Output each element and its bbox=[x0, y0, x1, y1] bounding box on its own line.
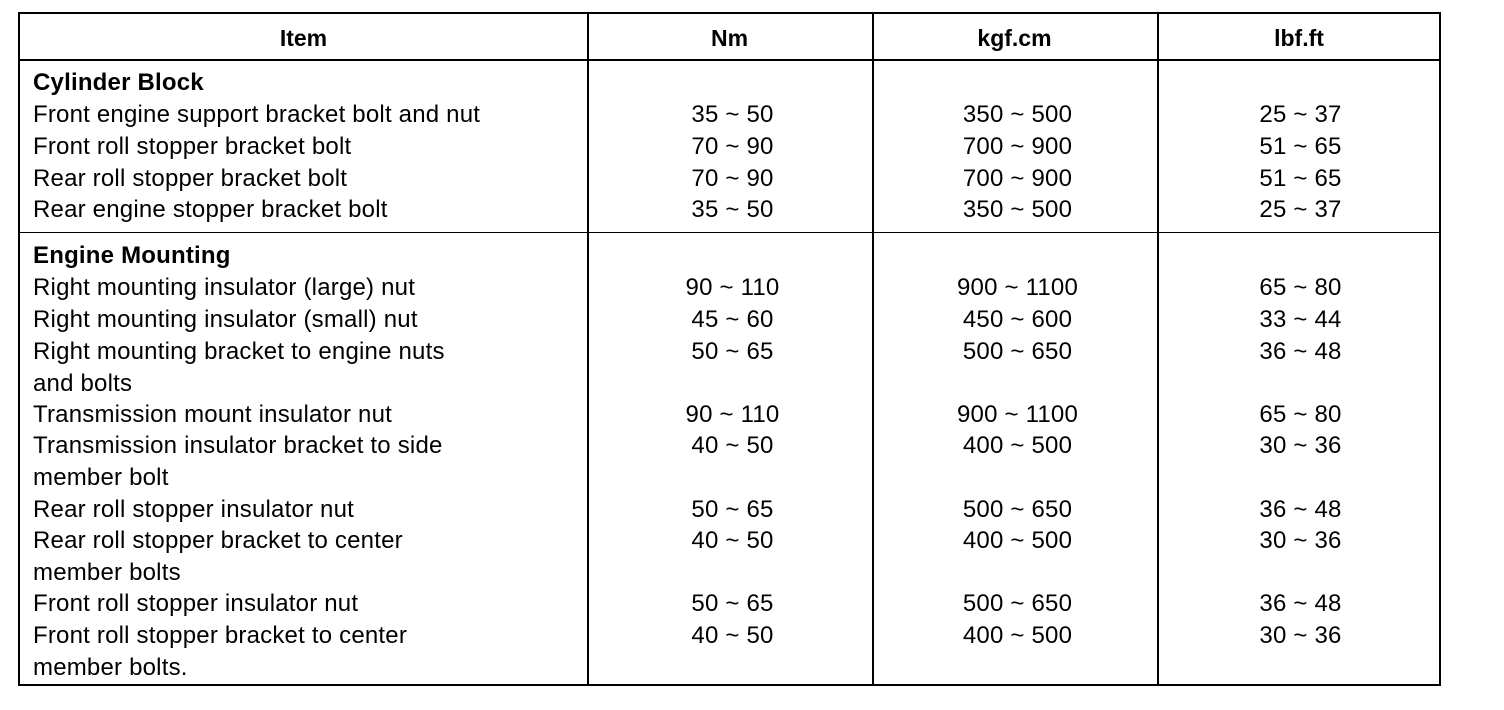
nm-cell: 35 ~ 50 bbox=[691, 101, 774, 128]
item-cell: Rear roll stopper insulator nut bbox=[33, 496, 355, 523]
nm-cell: 40 ~ 50 bbox=[691, 432, 774, 459]
torque-spec-table bbox=[18, 12, 1441, 686]
column-divider bbox=[587, 14, 589, 684]
item-cell: Right mounting insulator (large) nut bbox=[33, 274, 416, 301]
kgf-cm-cell: 700 ~ 900 bbox=[962, 165, 1073, 192]
kgf-cm-cell: 350 ~ 500 bbox=[962, 196, 1073, 223]
lbf-ft-cell: 30 ~ 36 bbox=[1259, 527, 1342, 554]
lbf-ft-cell: 33 ~ 44 bbox=[1259, 306, 1342, 333]
nm-cell: 90 ~ 110 bbox=[685, 274, 780, 301]
kgf-cm-cell: 400 ~ 500 bbox=[962, 432, 1073, 459]
nm-cell: 40 ~ 50 bbox=[691, 527, 774, 554]
item-cell: Front roll stopper bracket bolt bbox=[33, 133, 352, 160]
kgf-cm-cell: 350 ~ 500 bbox=[962, 101, 1073, 128]
nm-cell: 45 ~ 60 bbox=[691, 306, 774, 333]
nm-cell: 90 ~ 110 bbox=[685, 401, 780, 428]
item-cell: Transmission mount insulator nut bbox=[33, 401, 392, 428]
kgf-cm-cell: 500 ~ 650 bbox=[962, 590, 1073, 617]
kgf-cm-cell: 500 ~ 650 bbox=[962, 496, 1073, 523]
kgf-cm-cell: 400 ~ 500 bbox=[962, 622, 1073, 649]
header-kgf-cm: kgf.cm bbox=[977, 25, 1052, 51]
lbf-ft-cell: 30 ~ 36 bbox=[1259, 622, 1342, 649]
lbf-ft-cell: 36 ~ 48 bbox=[1259, 590, 1342, 617]
lbf-ft-cell: 51 ~ 65 bbox=[1259, 133, 1342, 160]
lbf-ft-cell: 36 ~ 48 bbox=[1259, 338, 1342, 365]
section-title: Cylinder Block bbox=[33, 69, 204, 96]
header-lbf-ft: lbf.ft bbox=[1274, 25, 1324, 51]
lbf-ft-cell: 65 ~ 80 bbox=[1259, 274, 1342, 301]
item-cell: Right mounting bracket to engine nuts and bolts bbox=[33, 338, 445, 397]
header-item: Item bbox=[279, 25, 328, 51]
item-cell: Rear roll stopper bracket to center member bolts bbox=[33, 527, 403, 586]
header-nm: Nm bbox=[710, 25, 749, 51]
nm-cell: 40 ~ 50 bbox=[691, 622, 774, 649]
nm-cell: 70 ~ 90 bbox=[691, 133, 774, 160]
kgf-cm-cell: 900 ~ 1100 bbox=[956, 401, 1078, 428]
item-cell: Rear roll stopper bracket bolt bbox=[33, 165, 348, 192]
nm-cell: 50 ~ 65 bbox=[691, 338, 774, 365]
kgf-cm-cell: 700 ~ 900 bbox=[962, 133, 1073, 160]
item-cell: Transmission insulator bracket to side member bolt bbox=[33, 432, 443, 491]
nm-cell: 50 ~ 65 bbox=[691, 590, 774, 617]
item-cell: Right mounting insulator (small) nut bbox=[33, 306, 418, 333]
item-cell: Front engine support bracket bolt and nut bbox=[33, 101, 481, 128]
kgf-cm-cell: 450 ~ 600 bbox=[962, 306, 1073, 333]
item-cell: Rear engine stopper bracket bolt bbox=[33, 196, 388, 223]
section-title: Engine Mounting bbox=[33, 242, 231, 269]
nm-cell: 70 ~ 90 bbox=[691, 165, 774, 192]
header-divider bbox=[20, 59, 1439, 61]
nm-cell: 35 ~ 50 bbox=[691, 196, 774, 223]
kgf-cm-cell: 900 ~ 1100 bbox=[956, 274, 1078, 301]
item-cell: Front roll stopper bracket to center member bolts. bbox=[33, 622, 408, 681]
section-divider bbox=[20, 232, 1439, 233]
lbf-ft-cell: 36 ~ 48 bbox=[1259, 496, 1342, 523]
lbf-ft-cell: 25 ~ 37 bbox=[1259, 196, 1342, 223]
lbf-ft-cell: 51 ~ 65 bbox=[1259, 165, 1342, 192]
lbf-ft-cell: 25 ~ 37 bbox=[1259, 101, 1342, 128]
nm-cell: 50 ~ 65 bbox=[691, 496, 774, 523]
lbf-ft-cell: 30 ~ 36 bbox=[1259, 432, 1342, 459]
lbf-ft-cell: 65 ~ 80 bbox=[1259, 401, 1342, 428]
kgf-cm-cell: 400 ~ 500 bbox=[962, 527, 1073, 554]
item-cell: Front roll stopper insulator nut bbox=[33, 590, 359, 617]
kgf-cm-cell: 500 ~ 650 bbox=[962, 338, 1073, 365]
